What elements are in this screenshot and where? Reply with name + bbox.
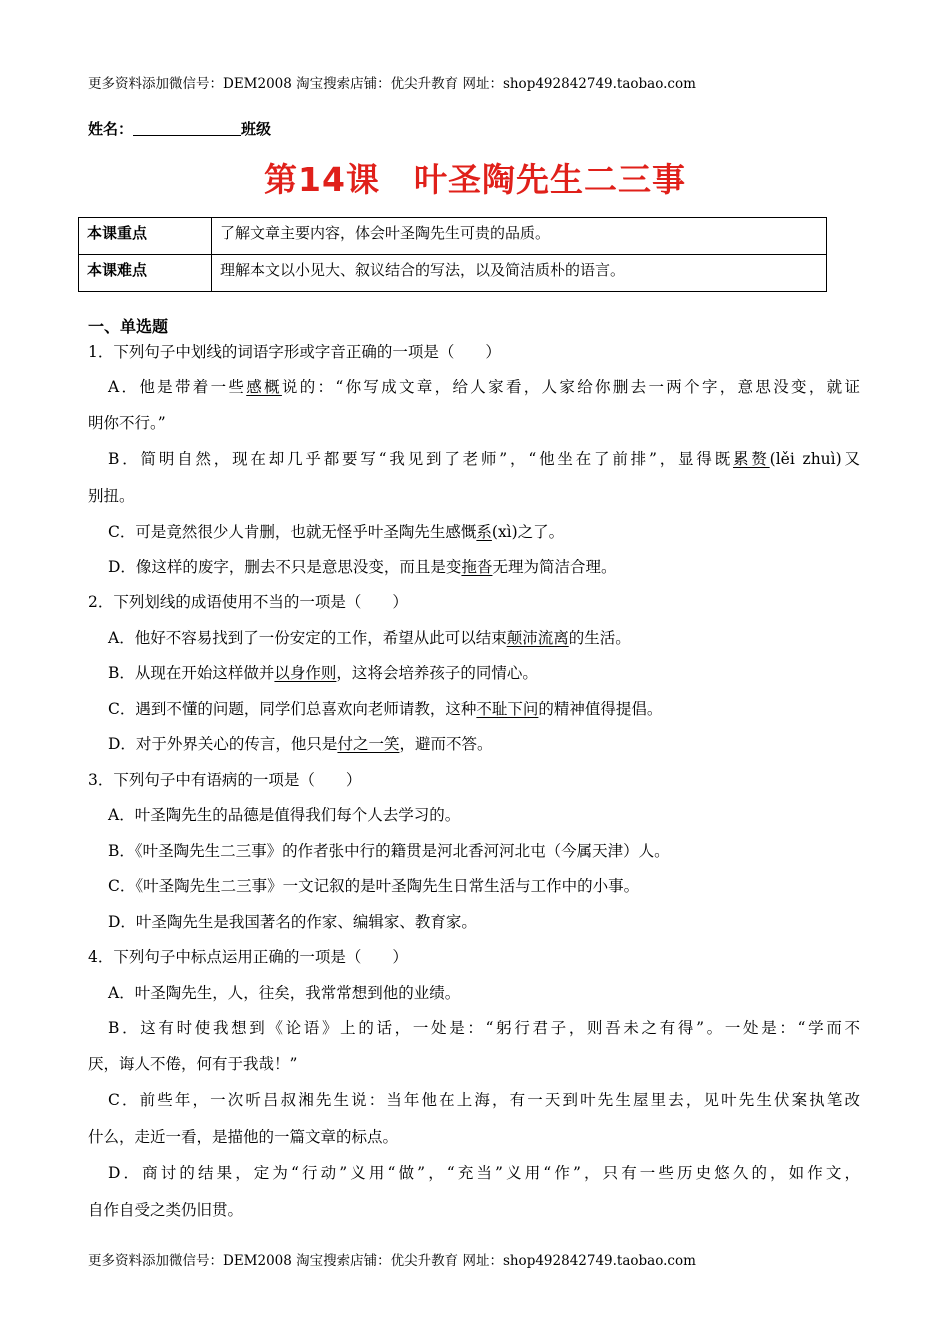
option-text: ，这将会培养孩子的同情心。 xyxy=(336,664,538,682)
underlined-word: 系 xyxy=(476,523,492,541)
underlined-word: 感概 xyxy=(246,378,282,396)
underlined-word: 拖沓 xyxy=(461,558,493,576)
underlined-word: 以身作则 xyxy=(274,664,337,682)
option-a[interactable] xyxy=(108,375,860,397)
option-b[interactable] xyxy=(108,661,538,683)
option-d-continued: 自作自受之类仍旧贯。 xyxy=(88,1201,244,1219)
question-stem: 4．下列句子中标点运用正确的一项是（ ） xyxy=(88,948,408,966)
question-stem: 2．下列划线的成语使用不当的一项是（ ） xyxy=(88,593,408,611)
underlined-word: 累赘 xyxy=(733,450,770,468)
option-c[interactable]: C．前些年，一次听吕叔湘先生说：当年他在上海，有一天到叶先生屋里去，见叶先生伏案执笔改 xyxy=(108,1091,860,1109)
table-row xyxy=(79,255,827,292)
question-stem: 1．下列句子中划线的词语字形或字音正确的一项是（ ） xyxy=(88,343,501,361)
underlined-word: 不耻下问 xyxy=(476,700,539,718)
key-points-table xyxy=(78,217,827,292)
option-text: D．像这样的废字，删去不只是意思没变，而且是变 xyxy=(108,558,462,576)
option-d[interactable]: D．叶圣陶先生是我国著名的作家、编辑家、教育家。 xyxy=(108,913,477,931)
option-text: 的精神值得提倡。 xyxy=(538,700,663,718)
option-c[interactable]: C．《叶圣陶先生二三事》一文记叙的是叶圣陶先生日常生活与工作中的小事。 xyxy=(108,877,640,895)
option-a[interactable] xyxy=(108,626,631,648)
name-blank[interactable] xyxy=(133,121,241,136)
option-a-continued: 明你不行。” xyxy=(88,414,166,432)
option-text: (lěi zhuì)又 xyxy=(769,450,860,468)
section-title: 一、单选题 xyxy=(88,317,169,336)
option-text: C．可是竟然很少人肯删，也就无怪乎叶圣陶先生感慨 xyxy=(108,523,477,541)
key-value: 理解本文以小见大、叙议结合的写法，以及简洁质朴的语言。 xyxy=(212,255,827,292)
underlined-word: 付之一笑 xyxy=(337,735,400,753)
key-label: 本课难点 xyxy=(79,255,212,292)
key-value: 了解文章主要内容，体会叶圣陶先生可贵的品质。 xyxy=(212,218,827,255)
option-d[interactable] xyxy=(108,555,616,577)
key-label: 本课重点 xyxy=(79,218,212,255)
option-c[interactable] xyxy=(108,520,564,542)
question-stem: 3．下列句子中有语病的一项是（ ） xyxy=(88,771,362,789)
option-text: A．他好不容易找到了一份安定的工作，希望从此可以结束 xyxy=(108,629,507,647)
option-d[interactable]: D．商讨的结果，定为“行动”义用“做”，“充当”义用“作”，只有一些历史悠久的，如作文， xyxy=(108,1164,860,1182)
student-info xyxy=(88,118,271,139)
option-a[interactable]: A．叶圣陶先生的品德是值得我们每个人去学习的。 xyxy=(108,806,461,824)
option-text: 的生活。 xyxy=(568,629,631,647)
option-text: 无理为简洁合理。 xyxy=(492,558,617,576)
option-text: B．简明自然，现在却几乎都要写“我见到了老师”，“他坐在了前排”，显得既 xyxy=(108,450,734,468)
table-row xyxy=(79,218,827,255)
option-text: 说的：“你写成文章，给人家看，人家给你删去一两个字，意思没变，就证 xyxy=(281,378,860,396)
option-b[interactable]: B．这有时使我想到《论语》上的话，一处是：“躬行君子，则吾未之有得”。一处是：“学而不 xyxy=(108,1019,860,1037)
option-b-continued: 厌，诲人不倦，何有于我哉！” xyxy=(88,1055,298,1073)
option-b-continued: 别扭。 xyxy=(88,487,135,505)
page-footer: 更多资料添加微信号：DEM2008 淘宝搜索店铺：优尖升教育 网址：shop492842749.taobao.com xyxy=(88,1253,696,1269)
option-text: B．从现在开始这样做并 xyxy=(108,664,275,682)
lesson-title: 第14课 叶圣陶先生二三事 xyxy=(264,160,686,199)
option-text: D．对于外界关心的传言，他只是 xyxy=(108,735,338,753)
option-c[interactable] xyxy=(108,697,662,719)
option-d[interactable] xyxy=(108,732,492,754)
underlined-word: 颠沛流离 xyxy=(506,629,569,647)
option-b[interactable] xyxy=(108,447,860,469)
class-label: 班级 xyxy=(241,120,272,138)
option-text: C．遇到不懂的问题，同学们总喜欢向老师请教，这种 xyxy=(108,700,477,718)
page-header: 更多资料添加微信号：DEM2008 淘宝搜索店铺：优尖升教育 网址：shop492842749.taobao.com xyxy=(88,76,696,92)
option-text: (xì)之了。 xyxy=(491,523,565,541)
option-b[interactable]: B．《叶圣陶先生二三事》的作者张中行的籍贯是河北香河河北屯（今属天津）人。 xyxy=(108,842,670,860)
option-text: ，避而不答。 xyxy=(399,735,493,753)
option-text: A．他是带着一些 xyxy=(108,378,247,396)
option-c-continued: 什么，走近一看，是描他的一篇文章的标点。 xyxy=(88,1128,399,1146)
option-a[interactable]: A．叶圣陶先生，人，往矣，我常常想到他的业绩。 xyxy=(108,984,461,1002)
name-label: 姓名： xyxy=(88,120,134,138)
